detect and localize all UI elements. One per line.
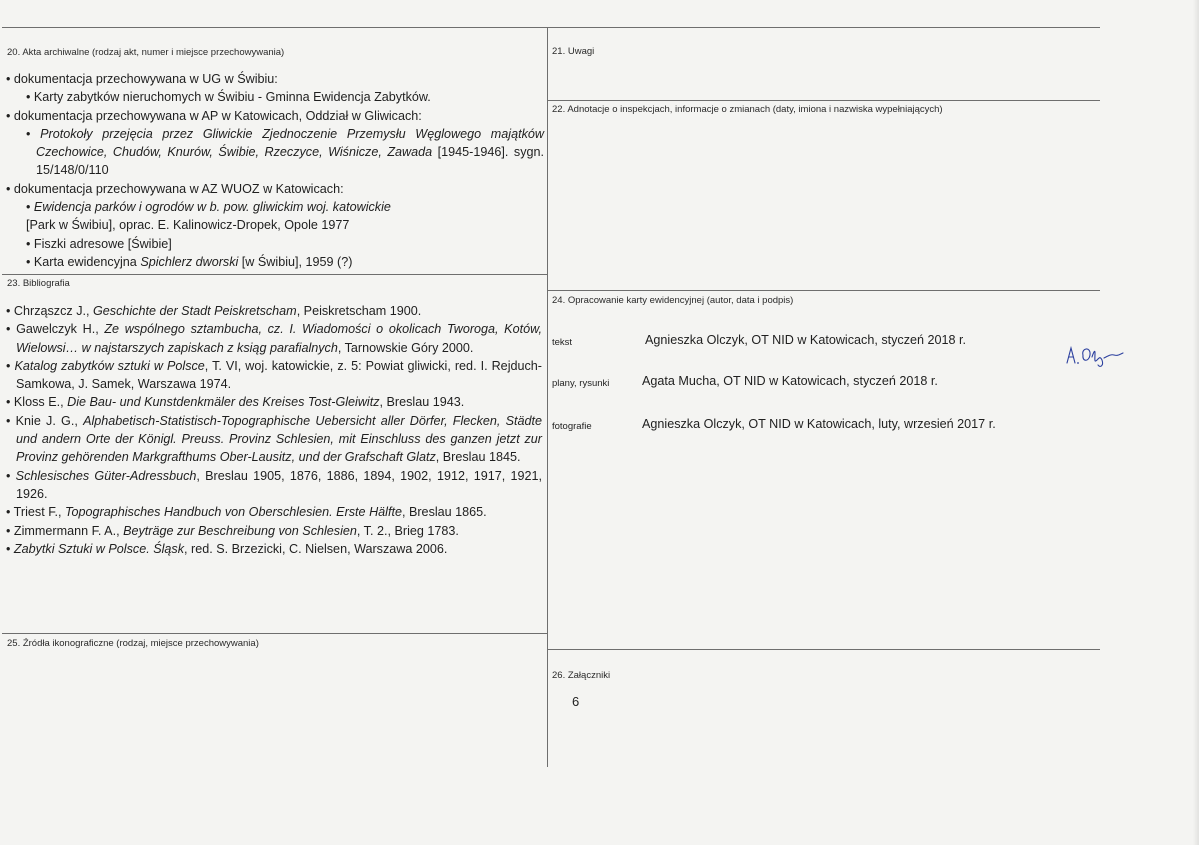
bullet: • [26, 200, 34, 215]
header-24: 24. Opracowanie karty ewidencyjnej (autor, data i podpis) [552, 295, 794, 306]
list-item [6, 253, 544, 271]
header-20: 20. Akta archiwalne (rodzaj akt, numer i miejsce przechowywania) [7, 47, 285, 58]
list-item: • Gawelczyk H., Ze wspólnego sztambucha, cz. I. Wiadomości o okolicach Tworoga, Kotów, Wielowsi… w najstarszych zapiskach z ksiąg parafialnych, Tarnowskie Góry 2000. [6, 322, 542, 355]
page-edge-shade [1193, 0, 1199, 845]
rule-26 [547, 649, 1100, 650]
list-item: • Karty zabytków nieruchomych w Świbiu - Gminna Ewidencja Zabytków. [26, 90, 431, 105]
italic-title: Protokoły przejęcia przez Gliwickie Zjednoczenie Przemysłu Węglowego majątków Czechowice, Chudów, Knurów, Świbie, Rzeczyce, Wiśnicze, Zawada [36, 126, 544, 160]
list-item [6, 125, 544, 180]
list-item: • Katalog zabytków sztuki w Polsce, T. VI, woj. katowickie, z. 5: Powiat gliwicki, red. I. Rejduch-Samkowa, J. Samek, Warszawa 1974. [6, 358, 542, 392]
prefix: • Karta ewidencyjna [26, 254, 141, 269]
credit-label-photos: fotografie [552, 421, 592, 432]
list-item: • Chrząszcz J., Geschichte der Stadt Peiskretscham, Peiskretscham 1900. [6, 304, 422, 318]
credit-value-drawings: Agata Mucha, OT NID w Katowicach, styczeń 2018 r. [642, 374, 938, 388]
header-23: 23. Bibliografia [7, 278, 70, 289]
rule-25 [2, 633, 547, 634]
header-21: 21. Uwagi [552, 46, 595, 57]
top-rule [2, 27, 1100, 28]
archive-list [6, 70, 544, 271]
credit-label-drawings: plany, rysunki [552, 378, 610, 389]
credit-label-text: tekst [552, 337, 573, 348]
reference: [1945-1946]. sygn. 15/148/0/110 [36, 145, 544, 178]
list-item: • dokumentacja przechowywana w AP w Katowicach, Oddział w Gliwicach: [6, 108, 422, 123]
list-item [6, 198, 544, 216]
list-item: • Triest F., Topographisches Handbuch von Oberschlesien. Erste Hälfte, Breslau 1865. [6, 505, 487, 520]
italic-title: Spichlerz dworski [140, 254, 239, 269]
italic-title: Ewidencja parków i ogrodów w b. pow. gliwickim woj. katowickie [33, 200, 391, 215]
list-item: • dokumentacja przechowywana w UG w Świbiu: [6, 72, 278, 86]
header-22: 22. Adnotacje o inspekcjach, informacje o zmianach (daty, imiona i nazwiska wypełniających) [552, 104, 943, 115]
credit-value-text: Agnieszka Olczyk, OT NID w Katowicach, styczeń 2018 r. [645, 333, 967, 347]
credit-value-photos: Agnieszka Olczyk, OT NID w Katowicach, luty, wrzesień 2017 r. [642, 417, 996, 431]
attachments-value: 6 [572, 694, 580, 709]
center-divider [547, 27, 548, 767]
list-item: • dokumentacja przechowywana w AZ WUOZ w Katowicach: [6, 181, 344, 196]
header-25: 25. Źródła ikonograficzne (rodzaj, miejsce przechowywania) [7, 638, 259, 649]
bullet: • [26, 126, 41, 141]
list-item: • Kloss E., Die Bau- und Kunstdenkmäler des Kreises Tost-Gleiwitz, Breslau 1943. [6, 395, 465, 410]
handwritten-signature [1064, 343, 1126, 369]
reference: [w Świbiu], 1959 (?) [238, 254, 353, 269]
list-item: • Zimmermann F. A., Beyträge zur Beschreibung von Schlesien, T. 2., Brieg 1783. [6, 523, 459, 538]
list-item: • Schlesisches Güter-Adressbuch, Breslau 1905, 1876, 1886, 1894, 1902, 1912, 1917, 1921, 1926. [6, 468, 542, 501]
list-item: • Knie J. G., Alphabetisch-Statistisch-Topographische Uebersicht aller Dörfer, Flecken, Städte und andern Orte der Königl. Preuss. Provinz Schlesien, mit Einschluss des ganzen jetzt zur Provinz gehörenden Markgrafthums Ober-Lausitz, und der Grafschaft Glatz, Breslau 1845. [6, 413, 542, 465]
rule-23 [2, 274, 547, 275]
list-item: • Zabytki Sztuki w Polsce. Śląsk, red. S. Brzezicki, C. Nielsen, Warszawa 2006. [6, 541, 448, 556]
rule-22 [547, 100, 1100, 101]
rule-24 [547, 290, 1100, 291]
bibliography-list [6, 302, 542, 558]
list-item: [Park w Świbiu], oprac. E. Kalinowicz-Dropek, Opole 1977 [26, 218, 350, 233]
list-item: • Fiszki adresowe [Świbie] [26, 236, 172, 251]
header-26: 26. Załączniki [552, 670, 611, 681]
